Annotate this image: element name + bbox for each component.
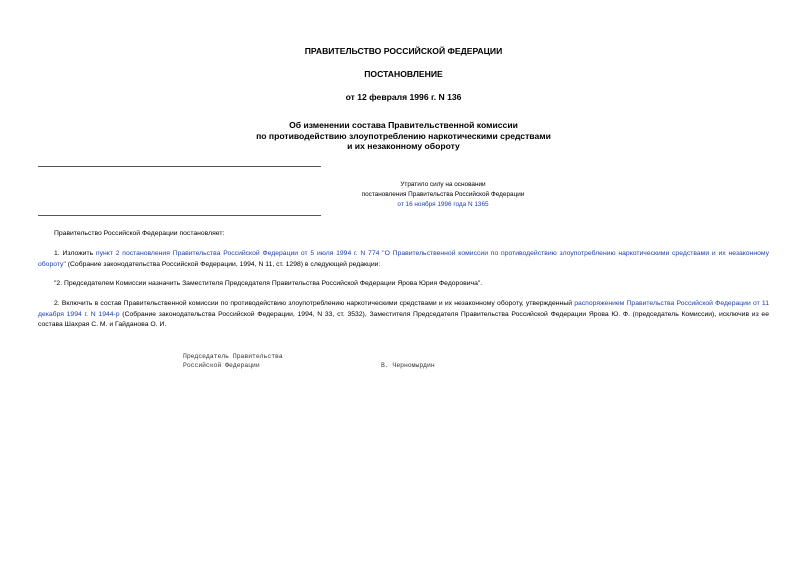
signatory-title-line-1: Председатель Правительства bbox=[183, 353, 283, 360]
decree-774-link[interactable]: пункт 2 постановления Правительства Российской Федерации от 5 июля 1994 г. N 774 "О Правительственной комиссии по противодействию злоупотреблению наркотическими средствами и их незаконному обороту" bbox=[38, 250, 770, 268]
document-date-number: от 12 февраля 1996 г. N 136 bbox=[345, 92, 462, 102]
paragraph-1-start: 1. Изложить bbox=[54, 250, 96, 257]
paragraph-2 bbox=[38, 299, 769, 331]
paragraph-2-end: (Собрание законодательства Российской Федерации, 1994, N 33, ст. 3532), Заместителя Председателя Правительства Российской Федерации Ярова Ю. Ф. (председатель Комиссии), исключив из ее состава Шахрая С. М. и Гайданова О. И. bbox=[38, 310, 769, 329]
paragraph-2-start: 2. Включить в состав Правительственной комиссии по противодействию злоупотреблению наркотическими средствами и их незаконному обороту, утвержденный bbox=[54, 300, 575, 307]
bottom-divider bbox=[38, 215, 321, 216]
signatory-title-line-2: Российской Федерации bbox=[183, 362, 260, 369]
paragraph-1-quote: "2. Председателем Комиссии назначить Заместителя Председателя Правительства Российской Федерации Ярова Юрия Федоровича". bbox=[54, 280, 483, 287]
repeal-line-1: Утратило силу на основании bbox=[400, 181, 486, 188]
paragraph-1-end: (Собрание законодательства Российской Федерации, 1994, N 11, ст. 1298) в следующей редакции: bbox=[65, 260, 381, 268]
repeal-note bbox=[290, 180, 596, 210]
order-1944-link[interactable]: распоряжением Правительства Российской Федерации от 11 декабря 1994 г. N 1944-р bbox=[38, 300, 769, 318]
repeal-link[interactable]: от 16 ноября 1996 года N 1365 bbox=[397, 201, 489, 208]
top-divider bbox=[38, 166, 321, 167]
title-line-1: Об изменении состава Правительственной комиссии bbox=[289, 120, 518, 130]
signatory-name: В. Черномырдин bbox=[381, 362, 435, 369]
paragraph-1 bbox=[38, 249, 769, 270]
document-title bbox=[0, 120, 807, 152]
repeal-line-2: постановления Правительства Российской Федерации bbox=[361, 191, 525, 198]
intro-paragraph: Правительство Российской Федерации постановляет: bbox=[54, 230, 225, 237]
title-line-3: и их незаконному обороту bbox=[347, 141, 460, 151]
document-type: ПОСТАНОВЛЕНИЕ bbox=[364, 69, 443, 79]
title-line-2: по противодействию злоупотреблению наркотическими средствами bbox=[256, 130, 551, 141]
government-name: ПРАВИТЕЛЬСТВО РОССИЙСКОЙ ФЕДЕРАЦИИ bbox=[304, 46, 503, 56]
